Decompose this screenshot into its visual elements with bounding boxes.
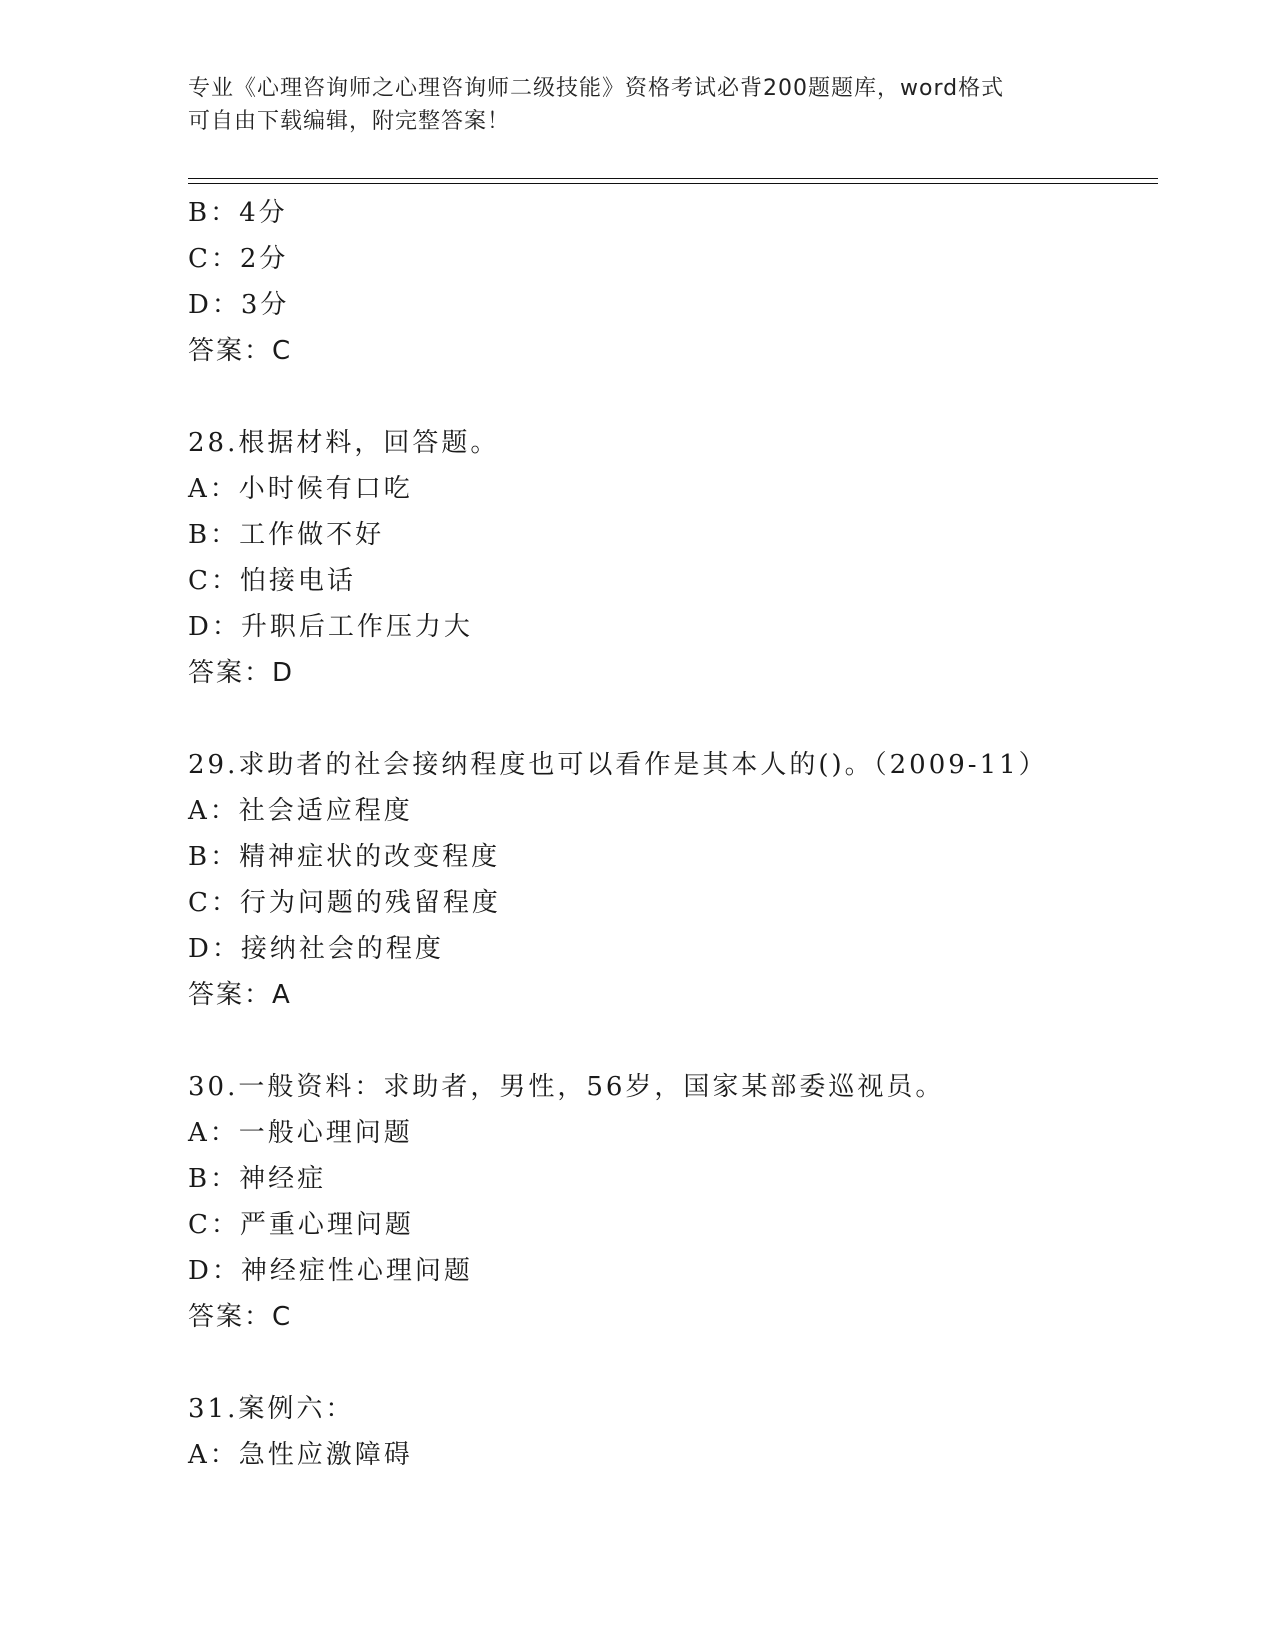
header-divider-bottom bbox=[188, 183, 1158, 184]
answer-line: 答案：D bbox=[188, 658, 295, 688]
spacer bbox=[188, 374, 1158, 420]
question-title: 29.求助者的社会接纳程度也可以看作是其本人的()。（2009-11） bbox=[188, 750, 1048, 780]
spacer bbox=[188, 1340, 1158, 1386]
option-a: A：小时候有口吃 bbox=[188, 474, 413, 504]
document-header bbox=[188, 72, 1088, 138]
option-b: B：4分 bbox=[188, 198, 288, 228]
answer-line: 答案：A bbox=[188, 980, 292, 1010]
question-28 bbox=[188, 420, 1158, 696]
spacer bbox=[188, 1018, 1158, 1064]
question-31 bbox=[188, 1386, 1158, 1478]
question-29 bbox=[188, 742, 1158, 1018]
header-line-2: 可自由下载编辑，附完整答案！ bbox=[188, 109, 511, 134]
option-c: C：2分 bbox=[188, 244, 289, 274]
option-c: C：怕接电话 bbox=[188, 566, 356, 596]
option-d: D：3分 bbox=[188, 290, 290, 320]
answer-line: 答案：C bbox=[188, 336, 293, 366]
option-a: A：急性应激障碍 bbox=[188, 1440, 413, 1470]
option-a: A：社会适应程度 bbox=[188, 796, 413, 826]
option-d: D：神经症性心理问题 bbox=[188, 1256, 473, 1286]
option-d: D：接纳社会的程度 bbox=[188, 934, 444, 964]
option-d: D：升职后工作压力大 bbox=[188, 612, 473, 642]
question-title: 28.根据材料，回答题。 bbox=[188, 428, 500, 458]
option-b: B：神经症 bbox=[188, 1164, 327, 1194]
option-b: B：精神症状的改变程度 bbox=[188, 842, 501, 872]
option-c: C：严重心理问题 bbox=[188, 1210, 414, 1240]
option-c: C：行为问题的残留程度 bbox=[188, 888, 501, 918]
prev-question-block bbox=[188, 190, 1158, 374]
option-a: A：一般心理问题 bbox=[188, 1118, 413, 1148]
question-title: 31.案例六： bbox=[188, 1394, 355, 1424]
answer-line: 答案：C bbox=[188, 1302, 293, 1332]
question-list bbox=[188, 190, 1158, 1478]
spacer bbox=[188, 696, 1158, 742]
option-b: B：工作做不好 bbox=[188, 520, 385, 550]
header-divider-top bbox=[188, 178, 1158, 179]
header-line-1: 专业《心理咨询师之心理咨询师二级技能》资格考试必背200题题库，word格式 bbox=[188, 76, 1005, 101]
question-title: 30.一般资料：求助者，男性，56岁，国家某部委巡视员。 bbox=[188, 1072, 945, 1102]
question-30 bbox=[188, 1064, 1158, 1340]
